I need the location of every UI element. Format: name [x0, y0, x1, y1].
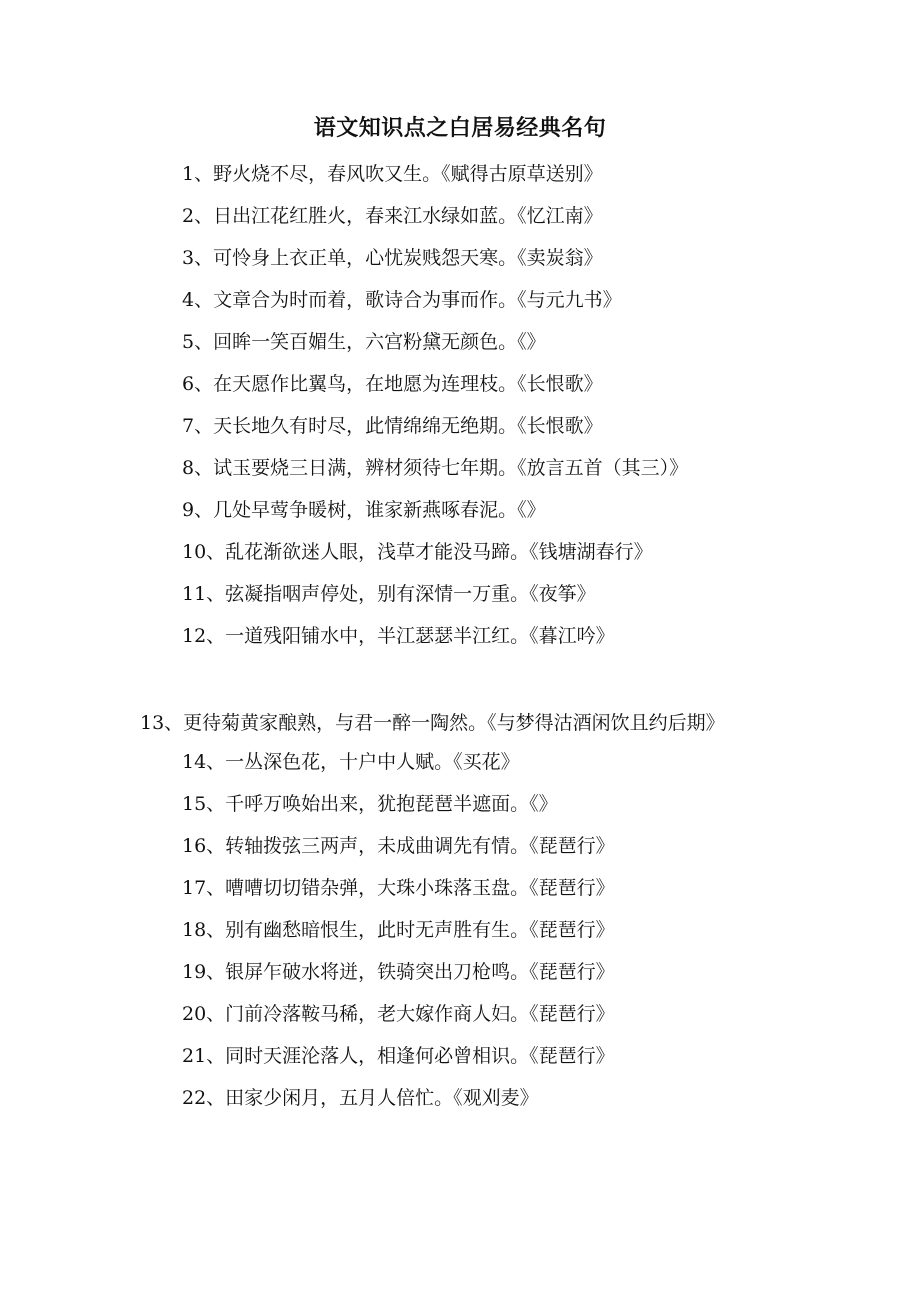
- quote-line-19: 19、银屏乍破水将迸，铁骑突出刀枪鸣。《琵琶行》: [182, 961, 615, 983]
- quote-line-21: 21、同时天涯沦落人，相逢何必曾相识。《琵琶行》: [182, 1045, 615, 1067]
- page-title: 语文知识点之白居易经典名句: [313, 115, 607, 141]
- quote-line-5: 5、回眸一笑百媚生，六宫粉黛无颜色。《》: [182, 331, 546, 353]
- quote-line-12: 12、一道残阳铺水中，半江瑟瑟半江红。《暮江吟》: [182, 625, 615, 647]
- quote-line-20: 20、门前冷落鞍马稀，老大嫁作商人妇。《琵琶行》: [182, 1003, 615, 1025]
- quote-line-11: 11、弦凝指咽声停处，别有深情一万重。《夜筝》: [182, 583, 596, 605]
- quote-line-1: 1、野火烧不尽，春风吹又生。《赋得古原草送别》: [182, 163, 603, 185]
- quote-list: [0, 156, 920, 1122]
- quote-line-14: 14、一丛深色花，十户中人赋。《买花》: [182, 751, 520, 773]
- quote-line-8: 8、试玉要烧三日满，辨材须待七年期。《放言五首（其三）》: [182, 457, 689, 479]
- quote-line-10: 10、乱花渐欲迷人眼，浅草才能没马蹄。《钱塘湖春行》: [182, 541, 653, 563]
- quote-line-7: 7、天长地久有时尽，此情绵绵无绝期。《长恨歌》: [182, 415, 603, 437]
- quote-line-6: 6、在天愿作比翼鸟，在地愿为连理枝。《长恨歌》: [182, 373, 603, 395]
- quote-line-4: 4、文章合为时而着，歌诗合为事而作。《与元九书》: [182, 289, 622, 311]
- quote-line-17: 17、嘈嘈切切错杂弹，大珠小珠落玉盘。《琵琶行》: [182, 877, 615, 899]
- quote-line-13: 13、更待菊黄家酿熟，与君一醉一陶然。《与梦得沽酒闲饮且约后期》: [140, 712, 725, 734]
- paragraph-gap: [0, 660, 920, 702]
- quote-line-16: 16、转轴拨弦三两声，未成曲调先有情。《琵琶行》: [182, 835, 615, 857]
- quote-line-2: 2、日出江花红胜火，春来江水绿如蓝。《忆江南》: [182, 205, 603, 227]
- quote-line-15: 15、千呼万唤始出来，犹抱琵琶半遮面。《》: [182, 793, 558, 815]
- quote-line-3: 3、可怜身上衣正单，心忧炭贱怨天寒。《卖炭翁》: [182, 247, 603, 269]
- quote-line-22: 22、田家少闲月，五月人倍忙。《观刈麦》: [182, 1087, 539, 1109]
- quote-line-18: 18、别有幽愁暗恨生，此时无声胜有生。《琵琶行》: [182, 919, 615, 941]
- quote-line-9: 9、几处早莺争暖树，谁家新燕啄春泥。《》: [182, 499, 546, 521]
